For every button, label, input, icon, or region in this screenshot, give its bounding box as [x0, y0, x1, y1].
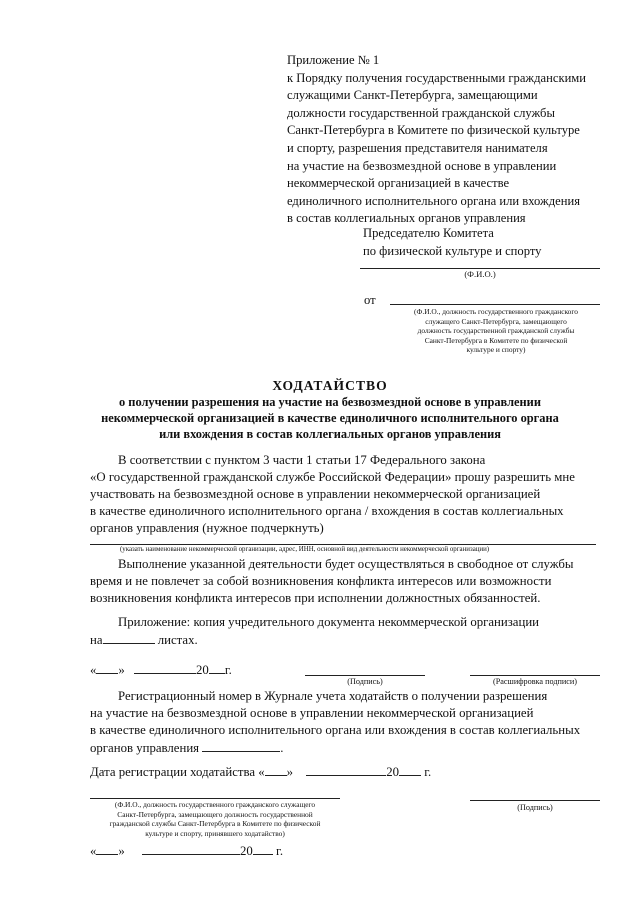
org-caption: (указать наименование некоммерческой организации, адрес, ИНН, основной вид деятельности некоммерческой организации)	[120, 546, 490, 553]
receiver-month-field[interactable]	[142, 842, 240, 855]
year-suffix: г.	[276, 844, 284, 858]
attachment-suffix: листах.	[157, 633, 198, 647]
decode-caption: (Расшифровка подписи)	[492, 677, 578, 686]
org-details-field[interactable]	[90, 544, 596, 545]
para2-line-3: возникновения конфликта интересов при исполнении должностных обязанностей.	[90, 591, 541, 605]
receiver-signature-field[interactable]	[470, 800, 600, 801]
receiver-year-field[interactable]	[253, 842, 273, 855]
document-title-block	[20, 377, 640, 442]
appendix-line: на участие на безвозмездной основе в управлении	[287, 158, 557, 173]
from-caption-line: должность государственной гражданской службы	[417, 326, 575, 336]
receiver-caption-line: Санкт-Петербурга, замещающего должность государственной	[117, 809, 313, 819]
close-quote: »	[118, 844, 125, 858]
year-field[interactable]	[209, 661, 225, 674]
reg-month-field[interactable]	[306, 763, 386, 776]
attachment-line-1: Приложение: копия учредительного документа некоммерческой организации	[118, 615, 540, 629]
document-subtitle-line: о получении разрешения на участие на безвозмездной основе в управлении	[119, 395, 541, 409]
para1-line-5: органов управления (нужное подчеркнуть)	[90, 521, 324, 535]
close-quote: »	[286, 765, 294, 779]
para2-line-1: Выполнение указанной деятельности будет осуществляться в свободное от службы	[118, 557, 574, 571]
from-label: от	[364, 293, 376, 307]
receiver-name-field[interactable]	[90, 798, 340, 799]
fio-caption: (Ф.И.О.)	[464, 269, 496, 279]
appendix-line: некоммерческой организацией в качестве	[287, 176, 510, 191]
registration-number-field[interactable]	[202, 739, 280, 752]
appendix-title: Приложение № 1	[287, 53, 380, 67]
year-suffix: г.	[424, 765, 432, 779]
para2-line-2: время и не повлечет за собой возникновения конфликта интересов или возможности	[90, 574, 552, 588]
document-subtitle-line: некоммерческой организацией в качестве единоличного исполнительного органа	[101, 411, 559, 425]
open-quote: «	[90, 663, 97, 677]
para1-line-3: участвовать на безвозмездной основе в управлении некоммерческой организацией	[90, 487, 541, 501]
month-field[interactable]	[134, 661, 196, 674]
addressee-block	[363, 225, 541, 260]
applicant-date-row	[90, 661, 232, 679]
year-prefix: 20	[386, 765, 400, 779]
appendix-line: единоличного исполнительного органа или вхождения	[287, 193, 581, 208]
attachment-line-2	[90, 631, 198, 649]
sheets-count-field[interactable]	[103, 631, 155, 644]
para1-line-1: В соответствии с пунктом 3 части 1 статьи 17 Федерального закона	[118, 453, 486, 467]
para1-line-2: «О государственной гражданской службе Российской Федерации» прошу разрешить мне	[90, 470, 575, 484]
year-prefix: 20	[196, 663, 209, 677]
registration-line-2: на участие на безвозмездной основе в управлении некоммерческой организацией	[90, 706, 534, 720]
from-caption-line: Санкт-Петербурга в Комитете по физической	[424, 335, 568, 345]
document-subtitle-line: или вхождения в состав коллегиальных органов управления	[159, 427, 501, 441]
from-caption	[386, 307, 606, 355]
receiver-caption-line: культуре и спорту, принявшего ходатайство)	[145, 828, 285, 838]
appendix-line: в состав коллегиальных органов управления	[287, 211, 526, 226]
year-prefix: 20	[240, 844, 253, 858]
registration-line-3: в качестве единоличного исполнительного органа или вхождения в состав коллегиальных	[90, 723, 581, 737]
signature-caption: (Подпись)	[347, 677, 383, 686]
registration-suffix: .	[280, 741, 284, 755]
registration-date-label: Дата регистрации ходатайства «	[90, 765, 265, 779]
day-field[interactable]	[96, 661, 118, 674]
close-quote: »	[118, 663, 125, 677]
document-title: ХОДАТАЙСТВО	[272, 378, 388, 393]
open-quote: «	[90, 844, 97, 858]
addressee-line-1: Председателю Комитета	[363, 226, 494, 240]
from-name-field[interactable]	[390, 304, 600, 305]
appendix-line: служащими Санкт-Петербурга, замещающими	[287, 88, 538, 103]
appendix-block	[287, 52, 617, 228]
appendix-line: Санкт-Петербурга в Комитете по физической культуре	[287, 123, 580, 138]
applicant-signature-field[interactable]	[305, 675, 425, 676]
appendix-line: должности государственной гражданской службы	[287, 105, 555, 120]
registration-date-row	[90, 763, 431, 781]
attachment-prefix: на	[90, 633, 103, 647]
registration-prefix: органов управления	[90, 741, 200, 755]
receiver-caption	[84, 800, 346, 838]
from-caption-line: служащего Санкт-Петербурга, замещающего	[425, 316, 567, 326]
appendix-line: к Порядку получения государственными гражданскими	[287, 70, 587, 85]
reg-year-field[interactable]	[399, 763, 421, 776]
receiver-signature-caption: (Подпись)	[517, 803, 553, 812]
para1-line-4: в качестве единоличного исполнительного органа / вхождения в состав коллегиальных	[90, 504, 564, 518]
registration-line-1: Регистрационный номер в Журнале учета ходатайств о получении разрешения	[118, 689, 548, 703]
year-suffix: г.	[224, 663, 232, 677]
from-caption-line: (Ф.И.О., должность государственного гражданского	[414, 307, 578, 316]
appendix-line: и спорту, разрешения представителя нанимателя	[287, 140, 548, 155]
addressee-line-2: по физической культуре и спорту	[363, 243, 542, 258]
receiver-date-row	[90, 842, 283, 860]
reg-day-field[interactable]	[265, 763, 287, 776]
receiver-caption-line: гражданской службы Санкт-Петербурга в Комитете по физической	[109, 819, 321, 829]
from-caption-line: культуре и спорту)	[466, 345, 526, 355]
applicant-decode-field[interactable]	[470, 675, 600, 676]
receiver-day-field[interactable]	[96, 842, 118, 855]
receiver-caption-line: (Ф.И.О., должность государственного гражданского служащего	[114, 800, 316, 809]
registration-line-4	[90, 739, 283, 757]
